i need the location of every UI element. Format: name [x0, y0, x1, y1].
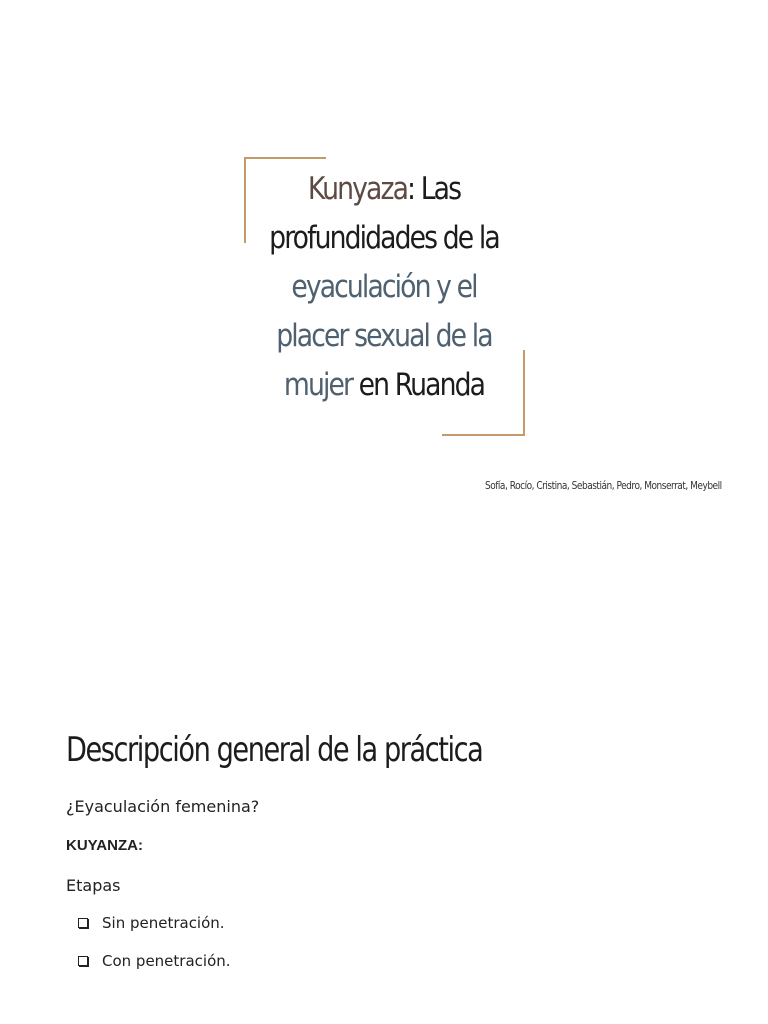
- checkbox-bullet-icon: [78, 956, 88, 966]
- stages-list: [76, 912, 231, 988]
- title-block: [240, 155, 530, 440]
- list-item: [76, 912, 231, 934]
- section-heading: Descripción general de la práctica: [66, 730, 483, 770]
- document-title: [269, 165, 499, 410]
- frame-corner-bottom-right-vertical: [523, 350, 525, 436]
- title-keyword: Kunyaza: [307, 171, 408, 207]
- title-segment-end: en Ruanda: [352, 367, 485, 403]
- frame-corner-top-left-vertical: [244, 157, 246, 243]
- title-highlight: eyaculación y el placer sexual de la mujer: [276, 269, 492, 403]
- list-item: [76, 950, 231, 972]
- stage-label: Sin penetración.: [102, 914, 225, 932]
- kuyanza-label: KUYANZA:: [66, 837, 143, 854]
- checkbox-bullet-icon: [78, 918, 88, 928]
- title-segment: : Las profundidades de la: [269, 171, 499, 256]
- authors-line: Sofía, Rocío, Cristina, Sebastián, Pedro, Monserrat, Meybell: [485, 479, 722, 492]
- frame-corner-top-left: [244, 157, 326, 159]
- frame-corner-bottom-right: [442, 434, 525, 436]
- question-text: ¿Eyaculación femenina?: [66, 797, 260, 816]
- stage-label: Con penetración.: [102, 952, 231, 970]
- etapas-label: Etapas: [66, 876, 121, 895]
